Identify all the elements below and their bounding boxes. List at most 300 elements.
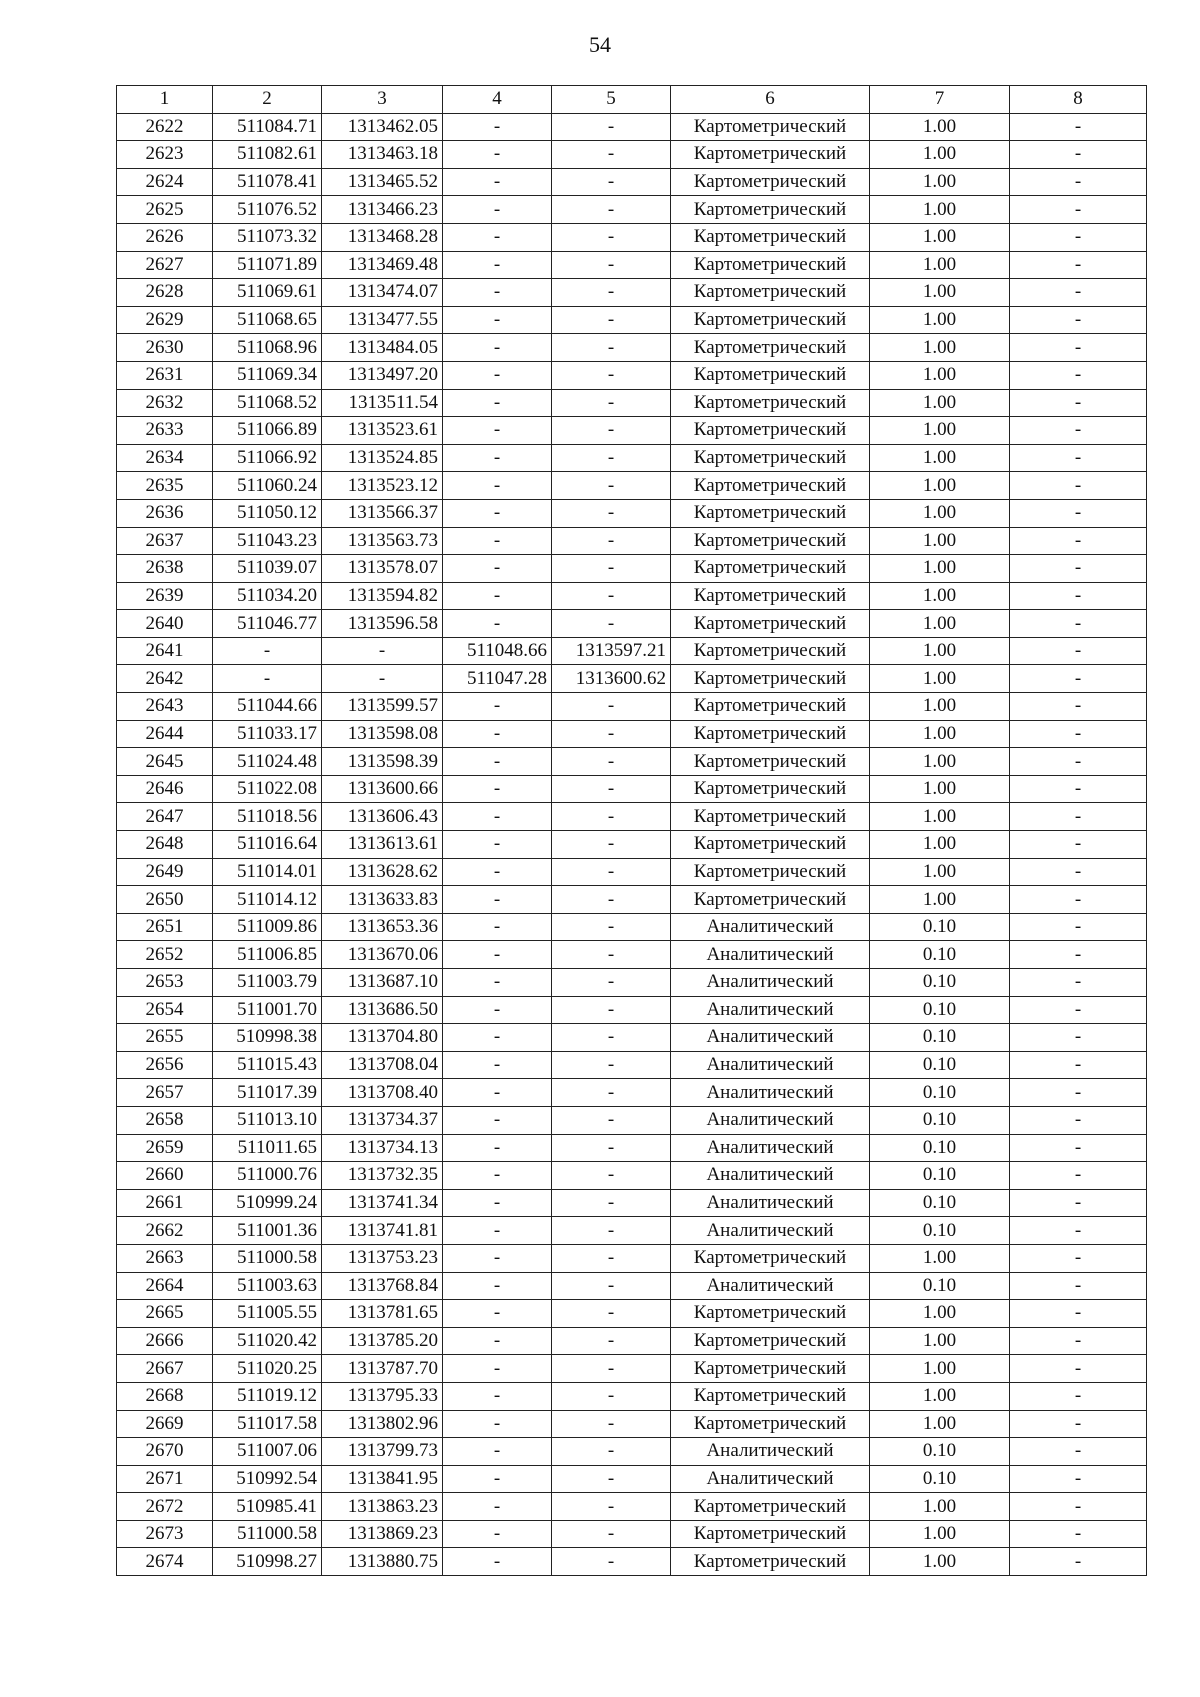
- y-coordinate-cell: 1313594.82: [322, 582, 443, 610]
- description-cell: -: [1010, 472, 1147, 500]
- table-row: [117, 279, 1147, 307]
- point-number-cell: 2627: [117, 251, 213, 279]
- x-coordinate-cell: 510992.54: [213, 1465, 322, 1493]
- description-cell: -: [1010, 499, 1147, 527]
- x-coordinate-alt-cell: -: [443, 472, 552, 500]
- y-coordinate-alt-cell: -: [552, 1051, 671, 1079]
- accuracy-cell: 1.00: [870, 831, 1010, 859]
- accuracy-cell: 1.00: [870, 279, 1010, 307]
- point-number-cell: 2641: [117, 637, 213, 665]
- description-cell: -: [1010, 527, 1147, 555]
- table-row: [117, 1382, 1147, 1410]
- x-coordinate-alt-cell: -: [443, 1493, 552, 1521]
- x-coordinate-alt-cell: -: [443, 306, 552, 334]
- method-cell: Аналитический: [671, 1024, 870, 1052]
- accuracy-cell: 0.10: [870, 1024, 1010, 1052]
- table-row: [117, 334, 1147, 362]
- x-coordinate-alt-cell: -: [443, 113, 552, 141]
- x-coordinate-cell: 511046.77: [213, 610, 322, 638]
- table-row: [117, 693, 1147, 721]
- y-coordinate-cell: 1313563.73: [322, 527, 443, 555]
- y-coordinate-alt-cell: -: [552, 223, 671, 251]
- x-coordinate-alt-cell: 511047.28: [443, 665, 552, 693]
- y-coordinate-cell: 1313523.61: [322, 417, 443, 445]
- accuracy-cell: 1.00: [870, 334, 1010, 362]
- accuracy-cell: 1.00: [870, 1300, 1010, 1328]
- y-coordinate-cell: -: [322, 637, 443, 665]
- accuracy-cell: 1.00: [870, 1410, 1010, 1438]
- y-coordinate-cell: 1313753.23: [322, 1244, 443, 1272]
- x-coordinate-cell: 511043.23: [213, 527, 322, 555]
- y-coordinate-cell: 1313600.66: [322, 775, 443, 803]
- y-coordinate-cell: 1313686.50: [322, 996, 443, 1024]
- point-number-cell: 2653: [117, 969, 213, 997]
- description-cell: -: [1010, 1217, 1147, 1245]
- y-coordinate-cell: 1313465.52: [322, 168, 443, 196]
- method-cell: Аналитический: [671, 941, 870, 969]
- y-coordinate-alt-cell: -: [552, 196, 671, 224]
- accuracy-cell: 0.10: [870, 1134, 1010, 1162]
- y-coordinate-cell: 1313497.20: [322, 361, 443, 389]
- y-coordinate-alt-cell: -: [552, 941, 671, 969]
- y-coordinate-alt-cell: -: [552, 1244, 671, 1272]
- description-cell: -: [1010, 831, 1147, 859]
- description-cell: -: [1010, 913, 1147, 941]
- table-row: [117, 417, 1147, 445]
- point-number-cell: 2651: [117, 913, 213, 941]
- method-cell: Картометрический: [671, 499, 870, 527]
- y-coordinate-alt-cell: -: [552, 1327, 671, 1355]
- x-coordinate-alt-cell: -: [443, 417, 552, 445]
- x-coordinate-cell: 511020.42: [213, 1327, 322, 1355]
- table-row: [117, 113, 1147, 141]
- y-coordinate-alt-cell: -: [552, 1272, 671, 1300]
- accuracy-cell: 0.10: [870, 1051, 1010, 1079]
- y-coordinate-cell: 1313799.73: [322, 1438, 443, 1466]
- description-cell: -: [1010, 361, 1147, 389]
- table-row: [117, 748, 1147, 776]
- accuracy-cell: 1.00: [870, 389, 1010, 417]
- y-coordinate-cell: 1313511.54: [322, 389, 443, 417]
- point-number-cell: 2656: [117, 1051, 213, 1079]
- method-cell: Картометрический: [671, 1300, 870, 1328]
- y-coordinate-alt-cell: -: [552, 141, 671, 169]
- description-cell: -: [1010, 1410, 1147, 1438]
- description-cell: -: [1010, 141, 1147, 169]
- accuracy-cell: 1.00: [870, 113, 1010, 141]
- table-row: [117, 720, 1147, 748]
- description-cell: -: [1010, 555, 1147, 583]
- x-coordinate-alt-cell: -: [443, 1079, 552, 1107]
- y-coordinate-alt-cell: -: [552, 113, 671, 141]
- x-coordinate-alt-cell: -: [443, 1438, 552, 1466]
- point-number-cell: 2632: [117, 389, 213, 417]
- method-cell: Картометрический: [671, 858, 870, 886]
- point-number-cell: 2661: [117, 1189, 213, 1217]
- table-row: [117, 1355, 1147, 1383]
- description-cell: -: [1010, 251, 1147, 279]
- description-cell: -: [1010, 665, 1147, 693]
- y-coordinate-cell: 1313802.96: [322, 1410, 443, 1438]
- accuracy-cell: 1.00: [870, 582, 1010, 610]
- y-coordinate-alt-cell: -: [552, 1217, 671, 1245]
- method-cell: Картометрический: [671, 693, 870, 721]
- x-coordinate-cell: 511007.06: [213, 1438, 322, 1466]
- description-cell: -: [1010, 748, 1147, 776]
- y-coordinate-alt-cell: 1313600.62: [552, 665, 671, 693]
- header-cell-col-2: 2: [213, 86, 322, 114]
- point-number-cell: 2669: [117, 1410, 213, 1438]
- x-coordinate-cell: 511020.25: [213, 1355, 322, 1383]
- table-row: [117, 1134, 1147, 1162]
- x-coordinate-alt-cell: -: [443, 1244, 552, 1272]
- table-row: [117, 527, 1147, 555]
- point-number-cell: 2625: [117, 196, 213, 224]
- y-coordinate-cell: 1313463.18: [322, 141, 443, 169]
- accuracy-cell: 0.10: [870, 996, 1010, 1024]
- table-row: [117, 1438, 1147, 1466]
- accuracy-cell: 1.00: [870, 1355, 1010, 1383]
- x-coordinate-alt-cell: -: [443, 1134, 552, 1162]
- x-coordinate-alt-cell: -: [443, 969, 552, 997]
- accuracy-cell: 1.00: [870, 610, 1010, 638]
- description-cell: -: [1010, 886, 1147, 914]
- x-coordinate-alt-cell: -: [443, 444, 552, 472]
- table-row: [117, 444, 1147, 472]
- y-coordinate-alt-cell: -: [552, 886, 671, 914]
- point-number-cell: 2622: [117, 113, 213, 141]
- accuracy-cell: 1.00: [870, 1493, 1010, 1521]
- x-coordinate-cell: 510998.38: [213, 1024, 322, 1052]
- method-cell: Картометрический: [671, 1244, 870, 1272]
- x-coordinate-alt-cell: -: [443, 941, 552, 969]
- point-number-cell: 2660: [117, 1162, 213, 1190]
- accuracy-cell: 1.00: [870, 417, 1010, 445]
- y-coordinate-cell: 1313468.28: [322, 223, 443, 251]
- y-coordinate-cell: -: [322, 665, 443, 693]
- x-coordinate-cell: 510999.24: [213, 1189, 322, 1217]
- x-coordinate-cell: 511066.89: [213, 417, 322, 445]
- table-row: [117, 803, 1147, 831]
- x-coordinate-cell: 511078.41: [213, 168, 322, 196]
- table-row: [117, 913, 1147, 941]
- accuracy-cell: 1.00: [870, 444, 1010, 472]
- x-coordinate-cell: 511003.63: [213, 1272, 322, 1300]
- point-number-cell: 2670: [117, 1438, 213, 1466]
- y-coordinate-alt-cell: -: [552, 1355, 671, 1383]
- method-cell: Аналитический: [671, 996, 870, 1024]
- description-cell: -: [1010, 196, 1147, 224]
- x-coordinate-cell: 511069.61: [213, 279, 322, 307]
- description-cell: -: [1010, 1244, 1147, 1272]
- description-cell: -: [1010, 1024, 1147, 1052]
- x-coordinate-cell: -: [213, 665, 322, 693]
- y-coordinate-cell: 1313880.75: [322, 1548, 443, 1576]
- method-cell: Картометрический: [671, 472, 870, 500]
- y-coordinate-cell: 1313462.05: [322, 113, 443, 141]
- x-coordinate-alt-cell: -: [443, 141, 552, 169]
- x-coordinate-cell: 511005.55: [213, 1300, 322, 1328]
- y-coordinate-alt-cell: -: [552, 1548, 671, 1576]
- y-coordinate-alt-cell: -: [552, 1493, 671, 1521]
- point-number-cell: 2659: [117, 1134, 213, 1162]
- y-coordinate-alt-cell: -: [552, 1106, 671, 1134]
- x-coordinate-alt-cell: -: [443, 1382, 552, 1410]
- point-number-cell: 2668: [117, 1382, 213, 1410]
- y-coordinate-cell: 1313734.13: [322, 1134, 443, 1162]
- x-coordinate-cell: 511001.70: [213, 996, 322, 1024]
- y-coordinate-cell: 1313687.10: [322, 969, 443, 997]
- x-coordinate-alt-cell: -: [443, 389, 552, 417]
- description-cell: -: [1010, 279, 1147, 307]
- accuracy-cell: 1.00: [870, 1548, 1010, 1576]
- x-coordinate-cell: 511069.34: [213, 361, 322, 389]
- x-coordinate-cell: 511084.71: [213, 113, 322, 141]
- x-coordinate-cell: 511006.85: [213, 941, 322, 969]
- accuracy-cell: 0.10: [870, 913, 1010, 941]
- y-coordinate-alt-cell: -: [552, 1079, 671, 1107]
- x-coordinate-cell: 511014.12: [213, 886, 322, 914]
- x-coordinate-cell: 510985.41: [213, 1493, 322, 1521]
- accuracy-cell: 1.00: [870, 555, 1010, 583]
- method-cell: Картометрический: [671, 610, 870, 638]
- table-row: [117, 1300, 1147, 1328]
- x-coordinate-cell: 511068.96: [213, 334, 322, 362]
- table-row: [117, 858, 1147, 886]
- table-row: [117, 582, 1147, 610]
- accuracy-cell: 0.10: [870, 1162, 1010, 1190]
- accuracy-cell: 1.00: [870, 361, 1010, 389]
- point-number-cell: 2631: [117, 361, 213, 389]
- y-coordinate-alt-cell: -: [552, 1300, 671, 1328]
- accuracy-cell: 1.00: [870, 527, 1010, 555]
- description-cell: -: [1010, 1106, 1147, 1134]
- description-cell: -: [1010, 1548, 1147, 1576]
- y-coordinate-alt-cell: -: [552, 858, 671, 886]
- table-row: [117, 1520, 1147, 1548]
- x-coordinate-alt-cell: -: [443, 1162, 552, 1190]
- y-coordinate-cell: 1313598.08: [322, 720, 443, 748]
- accuracy-cell: 1.00: [870, 803, 1010, 831]
- method-cell: Картометрический: [671, 1355, 870, 1383]
- point-number-cell: 2629: [117, 306, 213, 334]
- accuracy-cell: 1.00: [870, 1327, 1010, 1355]
- y-coordinate-alt-cell: -: [552, 720, 671, 748]
- description-cell: -: [1010, 1355, 1147, 1383]
- description-cell: -: [1010, 610, 1147, 638]
- x-coordinate-alt-cell: -: [443, 1272, 552, 1300]
- y-coordinate-alt-cell: -: [552, 610, 671, 638]
- y-coordinate-alt-cell: -: [552, 1189, 671, 1217]
- method-cell: Аналитический: [671, 1217, 870, 1245]
- table-row: [117, 472, 1147, 500]
- y-coordinate-alt-cell: -: [552, 693, 671, 721]
- x-coordinate-cell: 511016.64: [213, 831, 322, 859]
- description-cell: -: [1010, 306, 1147, 334]
- x-coordinate-alt-cell: -: [443, 223, 552, 251]
- point-number-cell: 2633: [117, 417, 213, 445]
- point-number-cell: 2646: [117, 775, 213, 803]
- point-number-cell: 2663: [117, 1244, 213, 1272]
- x-coordinate-cell: 511039.07: [213, 555, 322, 583]
- accuracy-cell: 1.00: [870, 720, 1010, 748]
- table-row: [117, 1548, 1147, 1576]
- method-cell: Картометрический: [671, 113, 870, 141]
- accuracy-cell: 1.00: [870, 223, 1010, 251]
- description-cell: -: [1010, 582, 1147, 610]
- method-cell: Картометрический: [671, 886, 870, 914]
- x-coordinate-alt-cell: -: [443, 1106, 552, 1134]
- method-cell: Картометрический: [671, 223, 870, 251]
- table-row: [117, 665, 1147, 693]
- y-coordinate-alt-cell: -: [552, 279, 671, 307]
- description-cell: -: [1010, 1438, 1147, 1466]
- y-coordinate-cell: 1313628.62: [322, 858, 443, 886]
- table-row: [117, 1051, 1147, 1079]
- x-coordinate-alt-cell: -: [443, 499, 552, 527]
- point-number-cell: 2644: [117, 720, 213, 748]
- table-row: [117, 196, 1147, 224]
- table-row: [117, 306, 1147, 334]
- coordinates-table: [116, 85, 1147, 1576]
- method-cell: Картометрический: [671, 1327, 870, 1355]
- y-coordinate-alt-cell: -: [552, 1382, 671, 1410]
- x-coordinate-cell: 511011.65: [213, 1134, 322, 1162]
- table-row: [117, 1272, 1147, 1300]
- y-coordinate-alt-cell: -: [552, 775, 671, 803]
- description-cell: -: [1010, 803, 1147, 831]
- x-coordinate-cell: 511068.52: [213, 389, 322, 417]
- description-cell: -: [1010, 334, 1147, 362]
- y-coordinate-cell: 1313781.65: [322, 1300, 443, 1328]
- method-cell: Аналитический: [671, 1051, 870, 1079]
- y-coordinate-alt-cell: -: [552, 1465, 671, 1493]
- x-coordinate-alt-cell: -: [443, 1300, 552, 1328]
- accuracy-cell: 1.00: [870, 251, 1010, 279]
- y-coordinate-alt-cell: -: [552, 831, 671, 859]
- header-cell-col-3: 3: [322, 86, 443, 114]
- x-coordinate-alt-cell: -: [443, 1465, 552, 1493]
- point-number-cell: 2635: [117, 472, 213, 500]
- description-cell: -: [1010, 1493, 1147, 1521]
- x-coordinate-alt-cell: -: [443, 334, 552, 362]
- method-cell: Картометрический: [671, 141, 870, 169]
- y-coordinate-cell: 1313466.23: [322, 196, 443, 224]
- x-coordinate-cell: 511073.32: [213, 223, 322, 251]
- y-coordinate-alt-cell: -: [552, 389, 671, 417]
- description-cell: -: [1010, 113, 1147, 141]
- y-coordinate-alt-cell: -: [552, 803, 671, 831]
- description-cell: -: [1010, 637, 1147, 665]
- method-cell: Картометрический: [671, 1382, 870, 1410]
- x-coordinate-cell: 511034.20: [213, 582, 322, 610]
- x-coordinate-cell: 511082.61: [213, 141, 322, 169]
- point-number-cell: 2652: [117, 941, 213, 969]
- method-cell: Картометрический: [671, 1520, 870, 1548]
- method-cell: Картометрический: [671, 279, 870, 307]
- y-coordinate-alt-cell: -: [552, 555, 671, 583]
- y-coordinate-cell: 1313732.35: [322, 1162, 443, 1190]
- description-cell: -: [1010, 858, 1147, 886]
- point-number-cell: 2672: [117, 1493, 213, 1521]
- x-coordinate-alt-cell: -: [443, 555, 552, 583]
- x-coordinate-cell: 511017.39: [213, 1079, 322, 1107]
- y-coordinate-cell: 1313566.37: [322, 499, 443, 527]
- point-number-cell: 2637: [117, 527, 213, 555]
- table-body: [117, 113, 1147, 1575]
- description-cell: -: [1010, 969, 1147, 997]
- accuracy-cell: 1.00: [870, 1244, 1010, 1272]
- point-number-cell: 2649: [117, 858, 213, 886]
- y-coordinate-cell: 1313670.06: [322, 941, 443, 969]
- y-coordinate-cell: 1313606.43: [322, 803, 443, 831]
- x-coordinate-cell: 511024.48: [213, 748, 322, 776]
- method-cell: Аналитический: [671, 969, 870, 997]
- y-coordinate-alt-cell: -: [552, 527, 671, 555]
- description-cell: -: [1010, 1465, 1147, 1493]
- accuracy-cell: 1.00: [870, 775, 1010, 803]
- x-coordinate-alt-cell: -: [443, 582, 552, 610]
- method-cell: Картометрический: [671, 1548, 870, 1576]
- description-cell: -: [1010, 693, 1147, 721]
- y-coordinate-cell: 1313787.70: [322, 1355, 443, 1383]
- y-coordinate-alt-cell: -: [552, 168, 671, 196]
- y-coordinate-alt-cell: 1313597.21: [552, 637, 671, 665]
- description-cell: -: [1010, 1520, 1147, 1548]
- method-cell: Аналитический: [671, 1162, 870, 1190]
- table-row: [117, 251, 1147, 279]
- y-coordinate-cell: 1313477.55: [322, 306, 443, 334]
- accuracy-cell: 1.00: [870, 168, 1010, 196]
- point-number-cell: 2654: [117, 996, 213, 1024]
- header-cell-col-7: 7: [870, 86, 1010, 114]
- x-coordinate-alt-cell: -: [443, 251, 552, 279]
- y-coordinate-alt-cell: -: [552, 582, 671, 610]
- method-cell: Картометрический: [671, 1410, 870, 1438]
- accuracy-cell: 1.00: [870, 196, 1010, 224]
- y-coordinate-cell: 1313704.80: [322, 1024, 443, 1052]
- description-cell: -: [1010, 775, 1147, 803]
- x-coordinate-alt-cell: -: [443, 527, 552, 555]
- x-coordinate-cell: 511000.58: [213, 1244, 322, 1272]
- table-row: [117, 1162, 1147, 1190]
- y-coordinate-alt-cell: -: [552, 748, 671, 776]
- y-coordinate-cell: 1313598.39: [322, 748, 443, 776]
- method-cell: Картометрический: [671, 444, 870, 472]
- header-cell-col-6: 6: [671, 86, 870, 114]
- accuracy-cell: 1.00: [870, 665, 1010, 693]
- method-cell: Картометрический: [671, 831, 870, 859]
- x-coordinate-cell: 511071.89: [213, 251, 322, 279]
- table-row: [117, 1465, 1147, 1493]
- y-coordinate-alt-cell: -: [552, 913, 671, 941]
- y-coordinate-cell: 1313469.48: [322, 251, 443, 279]
- y-coordinate-cell: 1313708.04: [322, 1051, 443, 1079]
- x-coordinate-alt-cell: -: [443, 1355, 552, 1383]
- point-number-cell: 2650: [117, 886, 213, 914]
- table-row: [117, 1106, 1147, 1134]
- table-header-row: [117, 86, 1147, 114]
- y-coordinate-cell: 1313785.20: [322, 1327, 443, 1355]
- table-row: [117, 141, 1147, 169]
- point-number-cell: 2626: [117, 223, 213, 251]
- method-cell: Картометрический: [671, 748, 870, 776]
- point-number-cell: 2671: [117, 1465, 213, 1493]
- header-cell-col-8: 8: [1010, 86, 1147, 114]
- table-row: [117, 775, 1147, 803]
- accuracy-cell: 1.00: [870, 693, 1010, 721]
- method-cell: Картометрический: [671, 389, 870, 417]
